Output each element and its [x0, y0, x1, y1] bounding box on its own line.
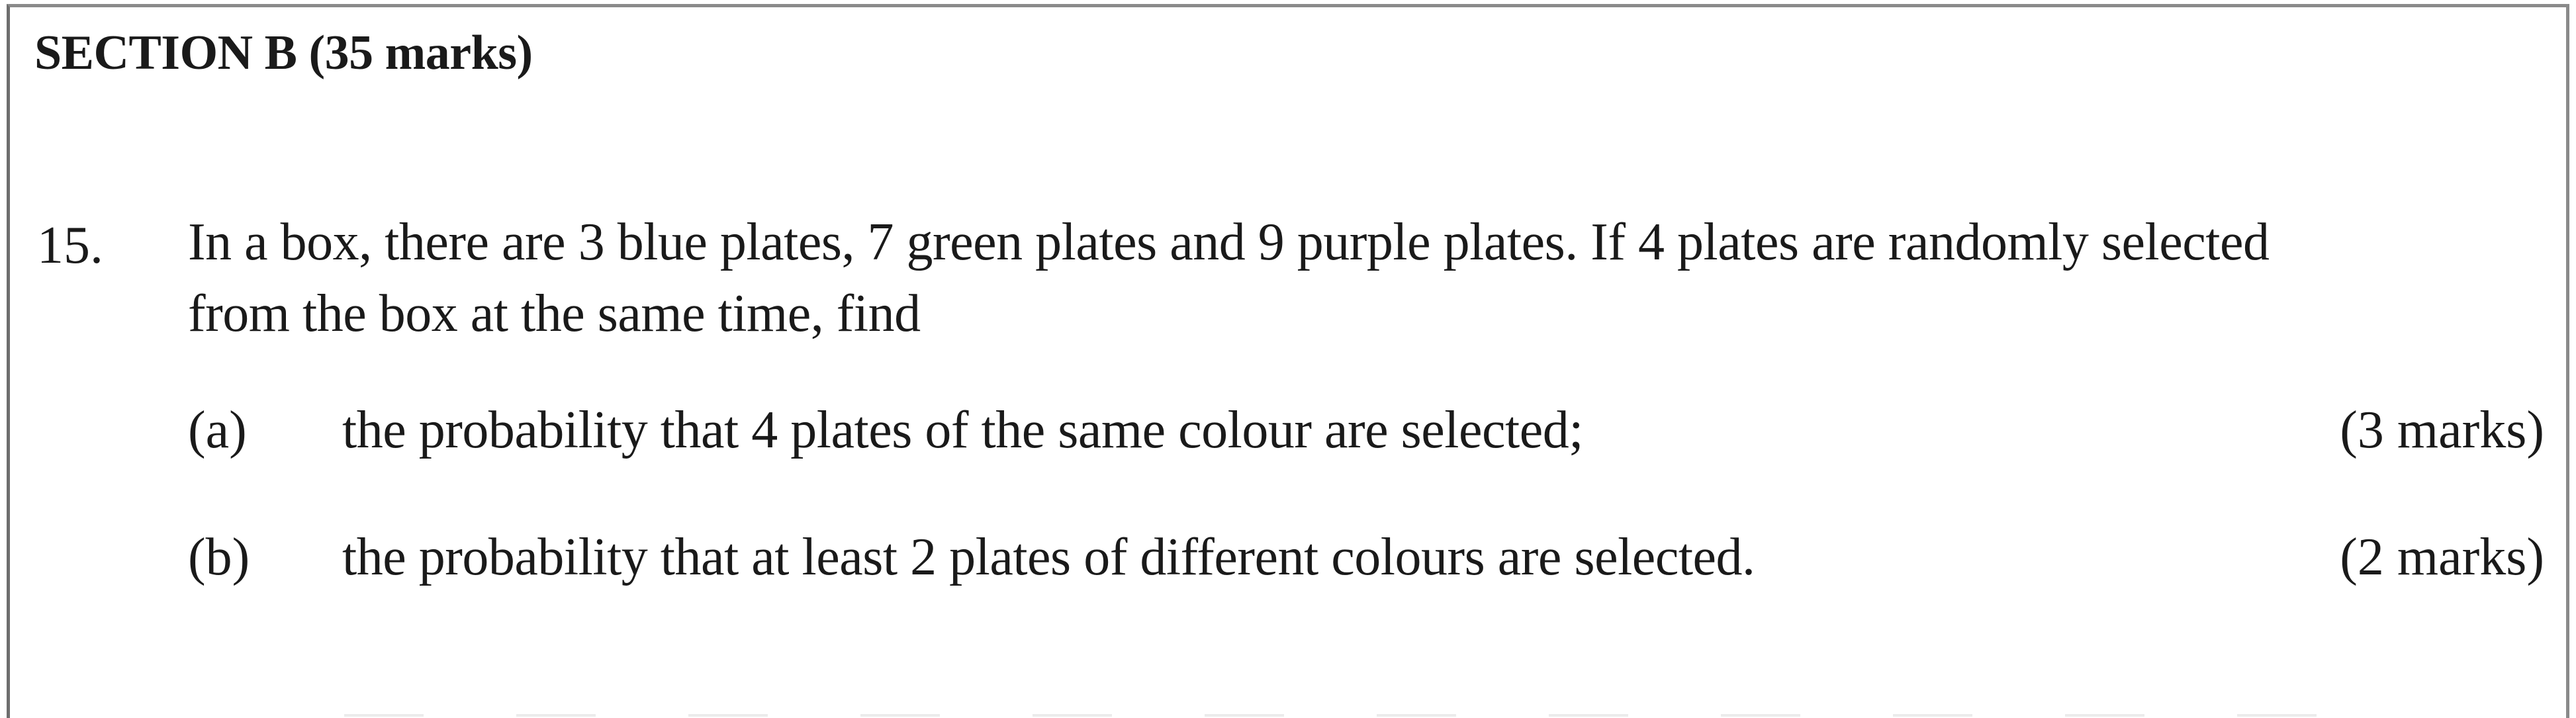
question-stem-line-1: In a box, there are 3 blue plates, 7 green plates and 9 purple plates. If 4 plates are randomly selected	[188, 213, 2270, 271]
question-part-b	[188, 527, 2544, 594]
question-part-a	[188, 400, 2544, 467]
part-a-text: the probability that 4 plates of the same colour are selected;	[342, 401, 1583, 459]
part-b-marks: (2 marks)	[2340, 528, 2544, 586]
part-b-text: the probability that at least 2 plates of different colours are selected.	[342, 528, 1755, 586]
question-stem-line-2: from the box at the same time, find	[188, 285, 921, 343]
part-b-label: (b)	[188, 528, 250, 586]
question-stem	[188, 206, 2544, 349]
part-a-marks: (3 marks)	[2340, 401, 2544, 459]
part-a-label: (a)	[188, 401, 247, 459]
section-heading: SECTION B (35 marks)	[34, 26, 533, 80]
question-number: 15.	[37, 216, 103, 275]
question-frame	[7, 4, 2569, 718]
scan-artifact-strip	[344, 714, 2330, 717]
